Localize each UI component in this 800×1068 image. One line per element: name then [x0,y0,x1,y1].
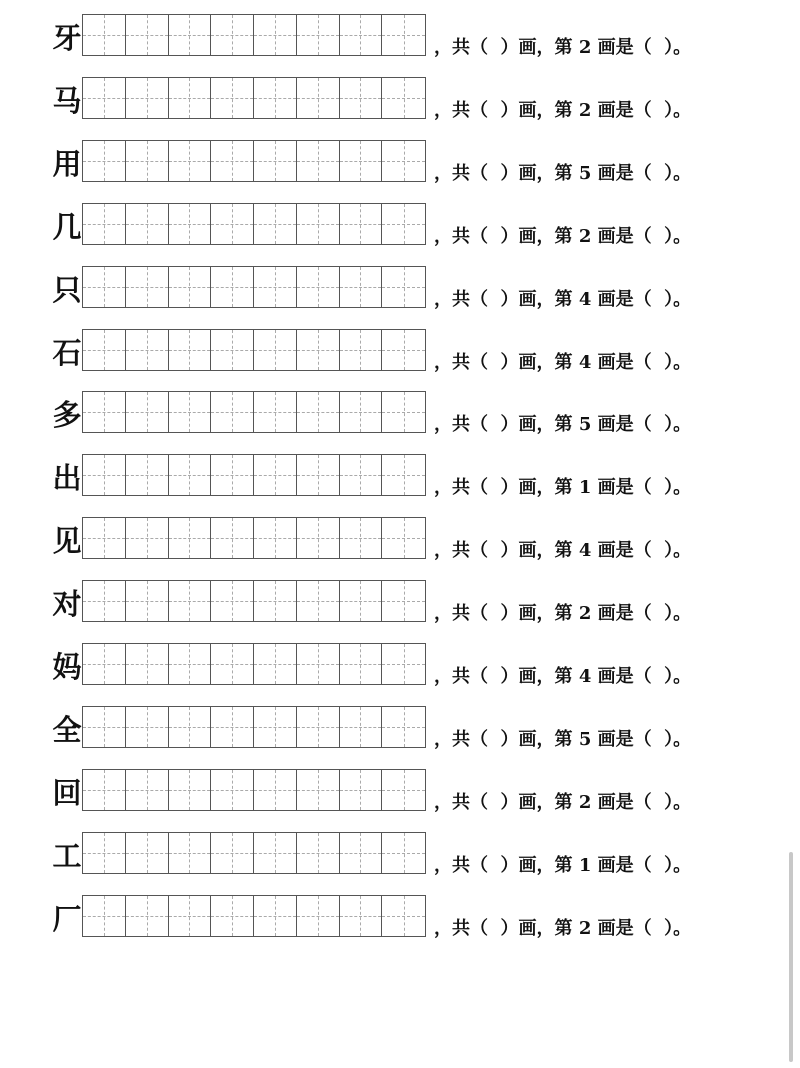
worksheet-row [0,643,800,687]
writing-cell[interactable] [83,15,126,55]
question-suffix: 画是（ ）。 [591,729,692,750]
writing-cell[interactable] [126,707,169,747]
target-character: 用 [52,147,82,181]
target-character: 只 [52,273,82,307]
writing-cell[interactable] [297,204,340,244]
writing-cell[interactable] [211,392,254,432]
target-character: 多 [52,398,82,432]
writing-grid [82,643,426,685]
worksheet-row [0,895,800,939]
writing-cell[interactable] [254,707,297,747]
question-prefix: ，共（ ）画，第 [434,666,579,687]
worksheet-row [0,77,800,121]
writing-cell[interactable] [254,833,297,873]
worksheet-row [0,769,800,813]
stroke-question [434,227,691,247]
writing-cell[interactable] [211,267,254,307]
stroke-number: 4 [578,352,592,373]
writing-cell[interactable] [83,770,126,810]
writing-cell[interactable] [382,141,425,181]
writing-cell[interactable] [83,204,126,244]
writing-cell[interactable] [169,707,212,747]
writing-cell[interactable] [254,581,297,621]
writing-cell[interactable] [211,330,254,370]
question-prefix: ，共（ ）画，第 [434,100,579,121]
writing-cell[interactable] [126,141,169,181]
writing-cell[interactable] [211,15,254,55]
writing-cell[interactable] [254,896,297,936]
writing-cell[interactable] [297,78,340,118]
question-suffix: 画是（ ）。 [591,792,692,813]
writing-cell[interactable] [169,644,212,684]
writing-grid [82,140,426,182]
question-prefix: ，共（ ）画，第 [434,37,579,58]
stroke-number: 2 [578,603,592,624]
stroke-question [434,353,691,373]
writing-cell[interactable] [83,581,126,621]
stroke-question [434,730,691,750]
writing-cell[interactable] [83,267,126,307]
writing-cell[interactable] [297,15,340,55]
stroke-number: 1 [578,477,592,498]
stroke-number: 4 [578,666,592,687]
question-suffix: 画是（ ）。 [591,352,692,373]
writing-cell[interactable] [340,707,383,747]
stroke-question [434,604,691,624]
writing-cell[interactable] [382,581,425,621]
question-prefix: ，共（ ）画，第 [434,289,579,310]
question-prefix: ，共（ ）画，第 [434,352,579,373]
writing-cell[interactable] [211,770,254,810]
question-prefix: ，共（ ）画，第 [434,855,579,876]
stroke-question [434,415,691,435]
writing-cell[interactable] [83,141,126,181]
stroke-question [434,793,691,813]
question-prefix: ，共（ ）画，第 [434,792,579,813]
question-suffix: 画是（ ）。 [591,226,692,247]
worksheet-row [0,517,800,561]
writing-cell[interactable] [169,330,212,370]
writing-cell[interactable] [211,78,254,118]
writing-cell[interactable] [382,896,425,936]
stroke-number: 5 [578,729,592,750]
writing-cell[interactable] [382,392,425,432]
writing-cell[interactable] [254,141,297,181]
question-suffix: 画是（ ）。 [591,666,692,687]
writing-cell[interactable] [169,896,212,936]
writing-cell[interactable] [169,581,212,621]
question-suffix: 画是（ ）。 [591,540,692,561]
writing-cell[interactable] [340,267,383,307]
writing-cell[interactable] [254,330,297,370]
target-character: 全 [52,713,82,747]
writing-cell[interactable] [254,455,297,495]
writing-cell[interactable] [340,78,383,118]
writing-cell[interactable] [340,141,383,181]
question-prefix: ，共（ ）画，第 [434,414,579,435]
writing-cell[interactable] [169,141,212,181]
writing-cell[interactable] [382,518,425,558]
writing-grid [82,14,426,56]
question-suffix: 画是（ ）。 [591,603,692,624]
writing-cell[interactable] [254,78,297,118]
writing-cell[interactable] [340,204,383,244]
worksheet-row [0,140,800,184]
writing-cell[interactable] [340,392,383,432]
writing-cell[interactable] [340,581,383,621]
worksheet-row [0,454,800,498]
writing-cell[interactable] [297,455,340,495]
stroke-question [434,856,691,876]
target-character: 出 [52,461,82,495]
writing-cell[interactable] [126,15,169,55]
writing-cell[interactable] [254,644,297,684]
writing-cell[interactable] [297,141,340,181]
writing-cell[interactable] [169,204,212,244]
writing-cell[interactable] [126,455,169,495]
writing-cell[interactable] [297,644,340,684]
writing-cell[interactable] [126,518,169,558]
writing-cell[interactable] [83,518,126,558]
writing-cell[interactable] [254,392,297,432]
writing-cell[interactable] [126,204,169,244]
worksheet-row [0,580,800,624]
stroke-number: 4 [578,540,592,561]
writing-cell[interactable] [126,644,169,684]
question-prefix: ，共（ ）画，第 [434,729,579,750]
question-prefix: ，共（ ）画，第 [434,226,579,247]
stroke-number: 2 [578,918,592,939]
writing-cell[interactable] [340,896,383,936]
writing-cell[interactable] [254,267,297,307]
writing-grid [82,517,426,559]
writing-grid [82,706,426,748]
writing-cell[interactable] [382,204,425,244]
writing-cell[interactable] [169,78,212,118]
writing-cell[interactable] [83,330,126,370]
target-character: 见 [52,524,82,558]
question-prefix: ，共（ ）画，第 [434,477,579,498]
worksheet-row [0,203,800,247]
writing-cell[interactable] [169,392,212,432]
writing-cell[interactable] [297,833,340,873]
writing-cell[interactable] [126,833,169,873]
worksheet-row [0,832,800,876]
target-character: 牙 [52,21,82,55]
writing-grid [82,832,426,874]
writing-cell[interactable] [297,707,340,747]
writing-cell[interactable] [340,644,383,684]
writing-cell[interactable] [382,707,425,747]
question-prefix: ，共（ ）画，第 [434,540,579,561]
writing-cell[interactable] [211,518,254,558]
writing-cell[interactable] [382,833,425,873]
stroke-number: 2 [578,792,592,813]
writing-cell[interactable] [126,78,169,118]
writing-cell[interactable] [126,392,169,432]
worksheet-row [0,266,800,310]
writing-cell[interactable] [254,770,297,810]
writing-cell[interactable] [382,770,425,810]
writing-cell[interactable] [211,833,254,873]
target-character: 对 [52,587,82,621]
question-suffix: 画是（ ）。 [591,414,692,435]
target-character: 工 [52,839,82,873]
writing-cell[interactable] [83,896,126,936]
target-character: 妈 [52,650,82,684]
writing-cell[interactable] [169,15,212,55]
writing-cell[interactable] [83,455,126,495]
writing-grid [82,77,426,119]
worksheet-row [0,391,800,435]
stroke-number: 2 [578,226,592,247]
writing-cell[interactable] [254,15,297,55]
writing-grid [82,203,426,245]
writing-cell[interactable] [382,267,425,307]
worksheet-row [0,706,800,750]
writing-cell[interactable] [126,330,169,370]
writing-cell[interactable] [169,770,212,810]
writing-cell[interactable] [169,267,212,307]
writing-cell[interactable] [169,833,212,873]
writing-cell[interactable] [340,770,383,810]
writing-cell[interactable] [126,581,169,621]
writing-cell[interactable] [340,833,383,873]
writing-grid [82,454,426,496]
writing-cell[interactable] [83,78,126,118]
writing-cell[interactable] [297,581,340,621]
writing-cell[interactable] [297,770,340,810]
question-suffix: 画是（ ）。 [591,477,692,498]
writing-cell[interactable] [297,518,340,558]
stroke-question [434,38,691,58]
stroke-number: 5 [578,414,592,435]
writing-cell[interactable] [126,770,169,810]
stroke-question [434,164,691,184]
writing-cell[interactable] [297,392,340,432]
stroke-question [434,667,691,687]
writing-cell[interactable] [83,392,126,432]
writing-cell[interactable] [382,455,425,495]
question-suffix: 画是（ ）。 [591,37,692,58]
writing-cell[interactable] [297,330,340,370]
writing-cell[interactable] [340,15,383,55]
writing-cell[interactable] [126,267,169,307]
worksheet-row [0,329,800,373]
target-character: 石 [52,336,82,370]
writing-cell[interactable] [126,896,169,936]
writing-cell[interactable] [340,330,383,370]
stroke-number: 5 [578,163,592,184]
question-suffix: 画是（ ）。 [591,163,692,184]
target-character: 几 [52,210,82,244]
worksheet-row [0,14,800,58]
stroke-question [434,541,691,561]
writing-cell[interactable] [382,644,425,684]
writing-cell[interactable] [211,141,254,181]
writing-cell[interactable] [169,518,212,558]
stroke-number: 4 [578,289,592,310]
writing-cell[interactable] [382,330,425,370]
writing-cell[interactable] [83,833,126,873]
writing-grid [82,895,426,937]
vertical-scrollbar[interactable] [789,852,793,1062]
question-suffix: 画是（ ）。 [591,855,692,876]
writing-cell[interactable] [211,581,254,621]
question-prefix: ，共（ ）画，第 [434,918,579,939]
writing-grid [82,580,426,622]
writing-cell[interactable] [297,896,340,936]
writing-cell[interactable] [83,644,126,684]
stroke-number: 2 [578,37,592,58]
writing-cell[interactable] [211,204,254,244]
writing-grid [82,769,426,811]
writing-cell[interactable] [211,707,254,747]
writing-cell[interactable] [254,204,297,244]
target-character: 回 [52,776,82,810]
writing-cell[interactable] [169,455,212,495]
writing-cell[interactable] [382,15,425,55]
writing-cell[interactable] [340,455,383,495]
question-suffix: 画是（ ）。 [591,289,692,310]
writing-cell[interactable] [254,518,297,558]
writing-grid [82,329,426,371]
writing-cell[interactable] [211,455,254,495]
question-prefix: ，共（ ）画，第 [434,163,579,184]
stroke-number: 2 [578,100,592,121]
writing-grid [82,391,426,433]
question-suffix: 画是（ ）。 [591,100,692,121]
target-character: 马 [52,84,82,118]
writing-cell[interactable] [297,267,340,307]
target-character: 厂 [52,902,82,936]
stroke-question [434,290,691,310]
writing-cell[interactable] [382,78,425,118]
question-suffix: 画是（ ）。 [591,918,692,939]
question-prefix: ，共（ ）画，第 [434,603,579,624]
writing-cell[interactable] [211,896,254,936]
writing-cell[interactable] [211,644,254,684]
stroke-question [434,101,691,121]
writing-cell[interactable] [83,707,126,747]
stroke-question [434,919,691,939]
writing-grid [82,266,426,308]
stroke-question [434,478,691,498]
stroke-number: 1 [578,855,592,876]
writing-cell[interactable] [340,518,383,558]
